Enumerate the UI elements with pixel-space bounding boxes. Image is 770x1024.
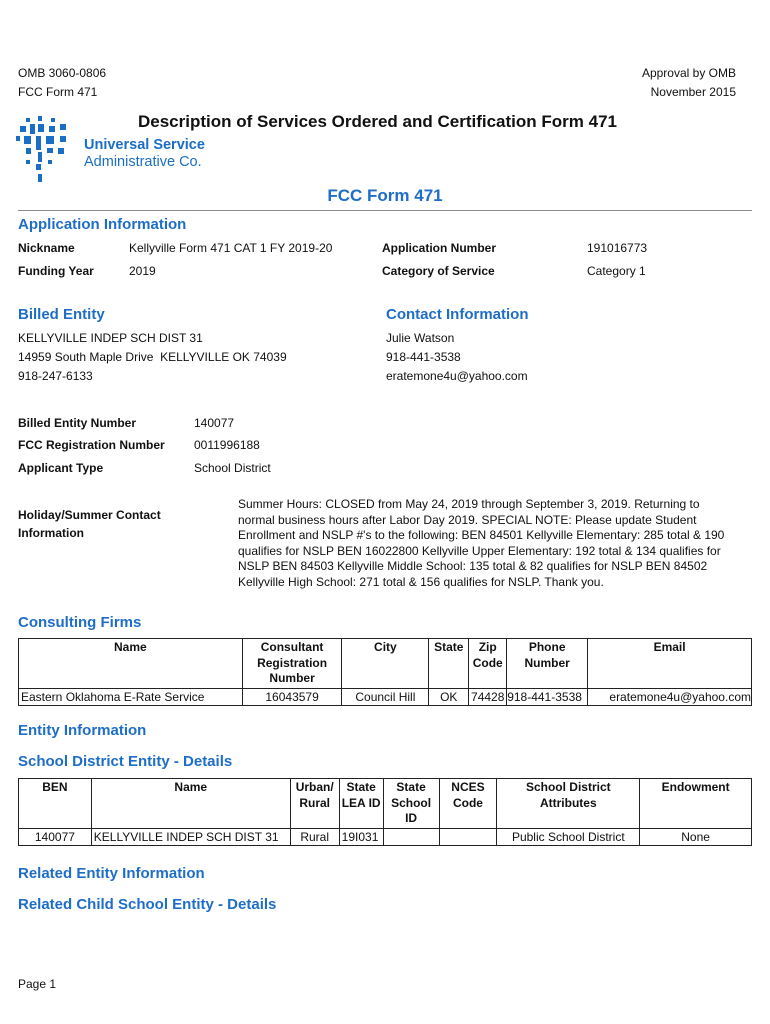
header-urban-rural: Urban/ Rural bbox=[290, 779, 339, 829]
header-phone: Phone Number bbox=[507, 639, 588, 689]
holiday-label-line-2: Information bbox=[18, 526, 84, 540]
logo-line-1: Universal Service bbox=[84, 137, 205, 153]
firm-registration: 16043579 bbox=[242, 688, 342, 705]
firm-city: Council Hill bbox=[342, 688, 429, 705]
fcc-registration-number: 0011996188 bbox=[194, 438, 260, 452]
billed-entity-number: 140077 bbox=[194, 416, 235, 430]
fcc-registration-label: FCC Registration Number bbox=[18, 438, 165, 452]
header-email: Email bbox=[588, 639, 752, 689]
logo-line-2: Administrative Co. bbox=[84, 154, 202, 170]
holiday-line: NSLP BEN 84503 Kellyville Middle School: 135 total & 82 qualifies for NSLP BEN 84502 bbox=[238, 559, 708, 573]
firm-name: Eastern Oklahoma E-Rate Service bbox=[19, 688, 243, 705]
approval-block bbox=[642, 64, 736, 102]
app-number-value: 191016773 bbox=[587, 241, 648, 255]
applicant-type-label: Applicant Type bbox=[18, 461, 104, 475]
consulting-heading: Consulting Firms bbox=[18, 614, 142, 631]
funding-year-value: 2019 bbox=[129, 264, 156, 278]
entity-heading: Entity Information bbox=[18, 722, 147, 739]
related-entity-heading: Related Entity Information bbox=[18, 865, 205, 882]
holiday-line: normal business hours after Labor Day 2019. SPECIAL NOTE: Please update Student bbox=[238, 512, 697, 527]
app-number-label: Application Number bbox=[382, 241, 497, 255]
entity-state-school-id bbox=[383, 828, 439, 845]
header-state-school-id: State School ID bbox=[383, 779, 439, 829]
omb-number: OMB 3060-0806 bbox=[18, 66, 107, 80]
header-entity-name: Name bbox=[91, 779, 290, 829]
firm-email: eratemone4u@yahoo.com bbox=[588, 688, 752, 705]
firm-phone: 918-441-3538 bbox=[507, 688, 588, 705]
firm-zip: 74428 bbox=[469, 688, 507, 705]
form-title: FCC Form 471 bbox=[327, 186, 443, 205]
header-ben: BEN bbox=[19, 779, 92, 829]
document-title: Description of Services Ordered and Certification Form 471 bbox=[138, 112, 617, 131]
usac-logo-text bbox=[84, 137, 205, 171]
category-value: Category 1 bbox=[587, 264, 646, 278]
holiday-line: Summer Hours: CLOSED from May 24, 2019 through September 3, 2019. Returning to bbox=[238, 497, 700, 511]
consulting-header-row bbox=[19, 639, 752, 689]
header-zip: Zip Code bbox=[469, 639, 507, 689]
entity-nces-code bbox=[439, 828, 497, 845]
header-consultant-reg: Consultant Registration Number bbox=[242, 639, 342, 689]
holiday-line: Kellyville High School: 271 total & 156 qualifies for NSLP. Thank you. bbox=[238, 574, 604, 589]
funding-year-label: Funding Year bbox=[18, 264, 94, 278]
holiday-line: Enrollment and NSLP #'s to the following: BEN 84501 Kellyville Elementary: 285 total & 190 bbox=[238, 528, 725, 542]
header-district-attributes: School District Attributes bbox=[497, 779, 640, 829]
holiday-contact-label bbox=[18, 506, 161, 542]
consulting-table bbox=[18, 638, 752, 706]
header-name: Name bbox=[19, 639, 243, 689]
omb-block bbox=[18, 64, 106, 102]
billed-entity-phone: 918-247-6133 bbox=[18, 369, 93, 383]
entity-district-attributes: Public School District bbox=[497, 828, 640, 845]
table-row bbox=[19, 828, 752, 845]
entity-name: KELLYVILLE INDEP SCH DIST 31 bbox=[91, 828, 290, 845]
firm-state: OK bbox=[429, 688, 469, 705]
title-divider bbox=[18, 210, 752, 211]
contact-heading: Contact Information bbox=[386, 306, 529, 323]
billed-entity-address: 14959 South Maple Drive KELLYVILLE OK 74039 bbox=[18, 350, 287, 364]
page-number: Page 1 bbox=[18, 977, 57, 991]
contact-email: eratemone4u@yahoo.com bbox=[386, 369, 528, 383]
billed-entity-heading: Billed Entity bbox=[18, 306, 105, 323]
entity-state-lea-id: 19I031 bbox=[339, 828, 383, 845]
holiday-label-line-1: Holiday/Summer Contact bbox=[18, 508, 161, 522]
table-row bbox=[19, 688, 752, 705]
approval-text: Approval by OMB bbox=[641, 66, 736, 80]
usac-logo-mark bbox=[16, 116, 86, 186]
header-state-lea-id: State LEA ID bbox=[339, 779, 383, 829]
entity-endowment: None bbox=[640, 828, 752, 845]
header-endowment: Endowment bbox=[640, 779, 752, 829]
nickname-value: Kellyville Form 471 CAT 1 FY 2019-20 bbox=[129, 241, 333, 255]
billed-entity-number-label: Billed Entity Number bbox=[18, 416, 137, 430]
header-nces-code: NCES Code bbox=[439, 779, 497, 829]
approval-date: November 2015 bbox=[650, 85, 736, 99]
nickname-label: Nickname bbox=[18, 241, 75, 255]
school-district-table bbox=[18, 778, 752, 846]
entity-urban-rural: Rural bbox=[290, 828, 339, 845]
holiday-line: qualifies for NSLP BEN 16022800 Kellyville Upper Elementary: 192 total & 134 qualifies for bbox=[238, 543, 721, 558]
form-name: FCC Form 471 bbox=[18, 85, 98, 99]
header-state: State bbox=[429, 639, 469, 689]
entity-ben: 140077 bbox=[19, 828, 92, 845]
application-heading: Application Information bbox=[18, 216, 187, 233]
entity-header-row bbox=[19, 779, 752, 829]
school-district-heading: School District Entity - Details bbox=[18, 753, 233, 770]
category-label: Category of Service bbox=[382, 264, 495, 278]
contact-name: Julie Watson bbox=[386, 331, 455, 345]
header-city: City bbox=[342, 639, 429, 689]
contact-phone: 918-441-3538 bbox=[386, 350, 461, 364]
holiday-contact-info bbox=[238, 497, 758, 590]
applicant-type-value: School District bbox=[194, 461, 271, 475]
related-child-heading: Related Child School Entity - Details bbox=[18, 896, 277, 913]
billed-entity-name: KELLYVILLE INDEP SCH DIST 31 bbox=[18, 331, 203, 345]
